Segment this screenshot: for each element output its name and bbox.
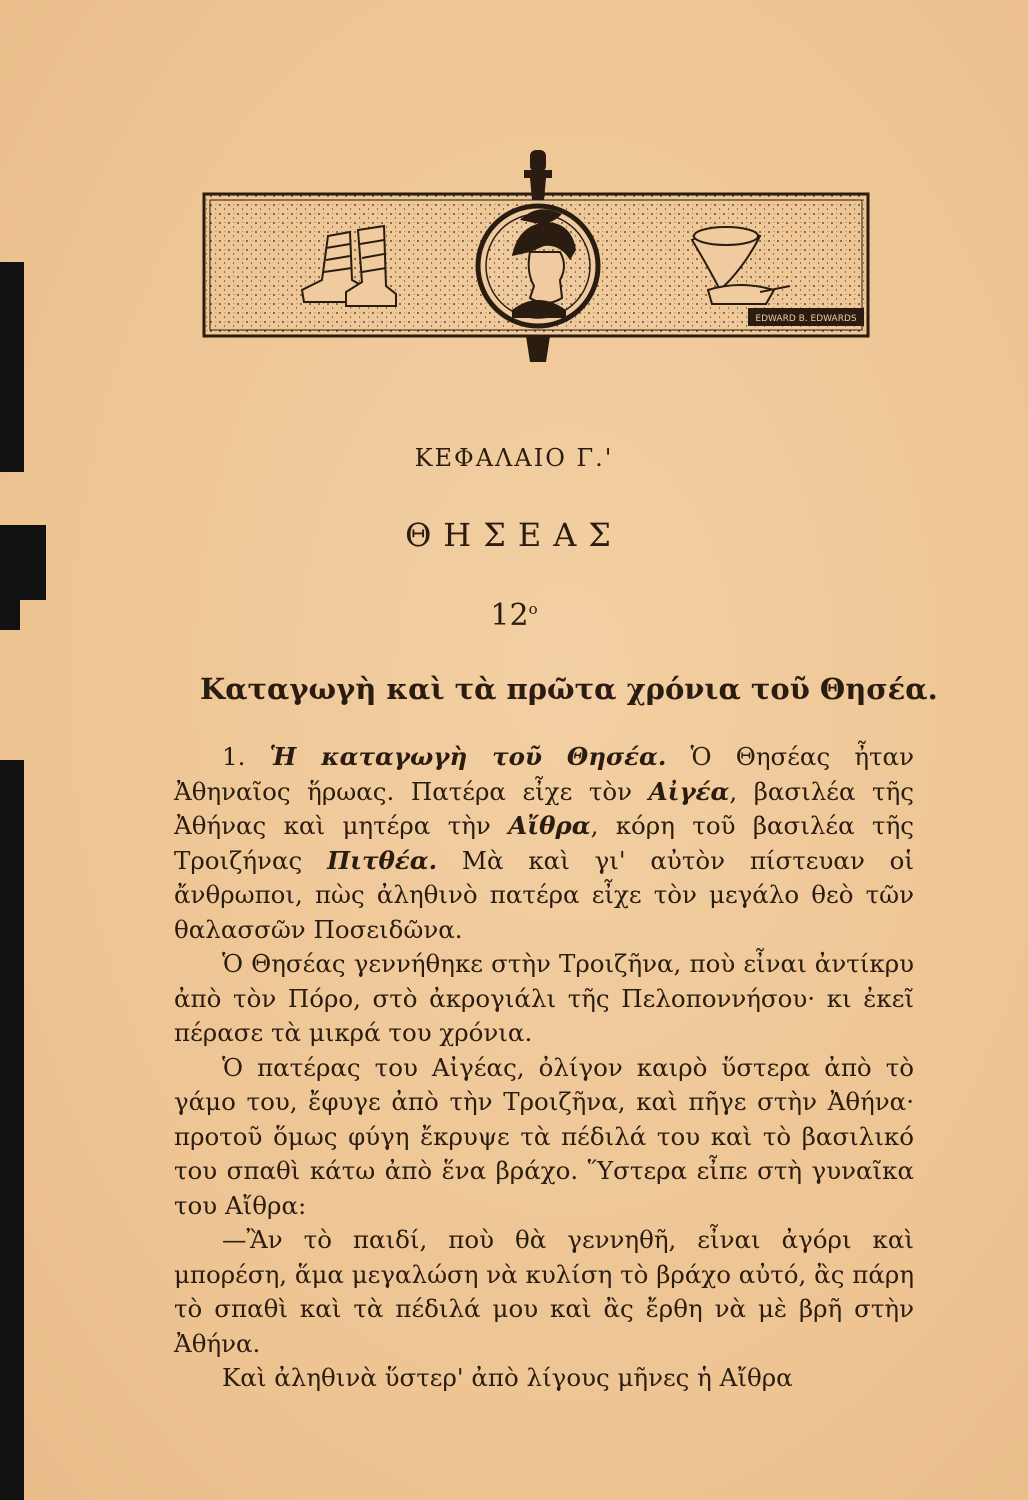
- paragraph: Ὁ πατέρας του Αἰγέας, ὀλίγον καιρὸ ὕστερα ἀπὸ τὸ γάμο του, ἔφυγε ἀπὸ τὴν Τροιζῆνα, καὶ πῆγε στὴν Ἀθήνα· προτοῦ ὅμως φύγη ἔκρυψε τὰ πέδιλά του καὶ τὸ βασιλικό του σπαθὶ κάτω ἀπὸ ἕνα βράχο. Ὕστερα εἶπε στὴ γυναῖκα του Αἴθρα:: [174, 1052, 914, 1220]
- decorative-banner: [200, 140, 872, 380]
- paragraph: Ὁ Θησέας γεννήθηκε στὴν Τροιζῆνα, ποὺ εἶναι ἀντίκρυ ἀπὸ τὸν Πόρο, στὸ ἀκρογιάλι τῆς Πελοποννήσου· κι ἐκεῖ πέρασε τὰ μικρά του χρόνια.: [174, 949, 914, 1047]
- paragraph: —Ἂν τὸ παιδί, ποὺ θὰ γεννηθῆ, εἶναι ἀγόρι καὶ μπορέση, ἅμα μεγαλώση νὰ κυλίση τὸ βράχο αὐτό, ἂς πάρη τὸ σπαθὶ καὶ τὰ πέδιλά μου καὶ ἂς ἔρθη νὰ μὲ βρῆ στὴν Ἀθήνα.: [174, 1225, 914, 1358]
- paragraph: Καὶ ἀληθινὰ ὕστερ' ἀπὸ λίγους μῆνες ἡ Αἴθρα: [222, 1363, 793, 1392]
- name-aithra: Αἴθρα: [508, 811, 591, 840]
- paragraph: 1. Ἡ καταγωγὴ τοῦ Θησέα. Ὁ Θησέας ἦταν Ἀθηναῖος ἥρωας. Πατέρα εἶχε τὸν Αἰγέα, βασιλέα τῆς Ἀθήνας καὶ μητέρα τὴν Αἴθρα, κόρη τοῦ βασιλέα τῆς Τροιζήνας Πιτθέα. Μὰ καὶ γι' αὐτὸν πίστευαν οἱ ἄνθρωποι, πὼς ἀληθινὸ πατέρα εἶχε τὸν μεγάλο θεὸ τῶν θαλασσῶν Ποσειδῶνα.: [174, 742, 914, 944]
- name-pittheas: Πιτθέα.: [327, 845, 438, 875]
- illustrator-signature: EDWARD B. EDWARDS: [755, 314, 857, 324]
- lesson-number: $12^o$: [490, 598, 538, 633]
- paragraph-heading: Ἡ καταγωγὴ τοῦ Θησέα.: [269, 742, 667, 771]
- section-title: Καταγωγὴ καὶ τὰ πρῶτα χρόνια τοῦ Θησέα.: [200, 672, 938, 706]
- helmeted-hero-medallion-icon: [478, 206, 598, 326]
- name-aigeas: Αἰγέα: [648, 776, 730, 806]
- torn-edge: [0, 760, 24, 1500]
- chapter-name: ΘΗΣΕΑΣ: [405, 516, 623, 554]
- body-text: [174, 740, 914, 1396]
- chapter-label: ΚΕΦΑΛΑΙΟ Γ.': [414, 444, 614, 472]
- torn-edge: [0, 262, 24, 472]
